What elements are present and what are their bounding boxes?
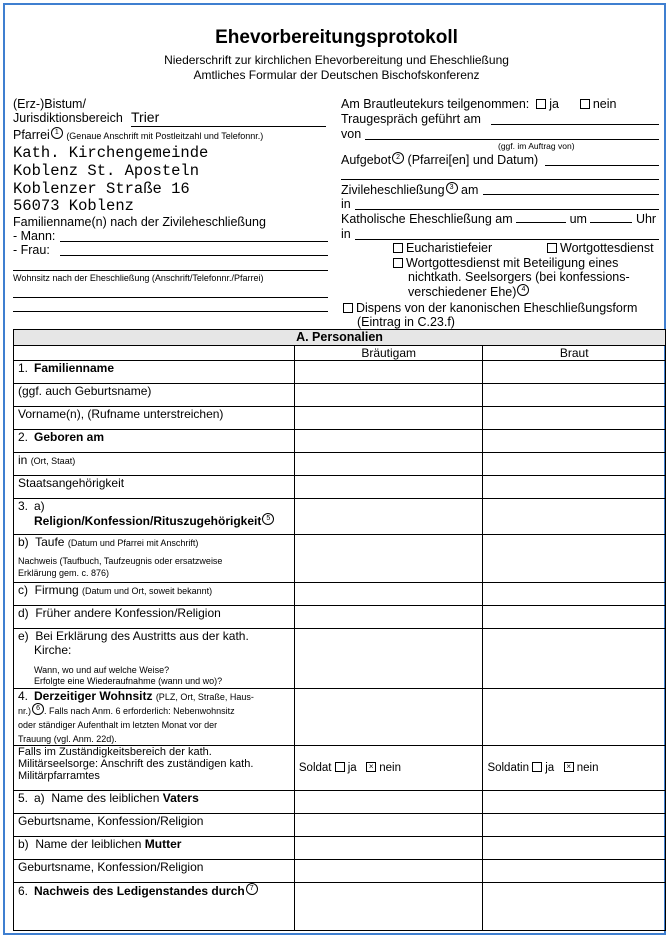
kath-in-field[interactable] [355, 239, 659, 240]
aufgebot-field-2[interactable] [341, 179, 659, 180]
soldatin-nein-checkbox[interactable]: × [564, 762, 574, 772]
cell-braeutigam[interactable] [294, 407, 483, 430]
cell-braut[interactable] [483, 883, 666, 931]
cell-soldat: Soldat ja × nein [294, 746, 483, 791]
form-title: Ehevorbereitungsprotokoll [215, 27, 458, 48]
wort-beteiligung-checkbox[interactable] [393, 258, 403, 268]
form-subtitle: Niederschrift zur kirchlichen Ehevorbereitung und Eheschließung [164, 53, 509, 67]
pfarrei-label: Pfarrei 1 (Genaue Anschrift mit Postleitzahl und Telefonnr.) [13, 128, 264, 143]
row-frueher: d) Früher andere Konfession/Religion [14, 606, 295, 629]
familienname-label: Familienname(n) nach der Zivileheschließung [13, 215, 266, 229]
row-mutter-geburtsname: Geburtsname, Konfession/Religion [14, 860, 295, 883]
soldatin-ja-checkbox[interactable] [532, 762, 542, 772]
cell-braut[interactable] [483, 453, 666, 476]
address-line-3[interactable]: Koblenzer Straße 16 [13, 180, 190, 198]
footnote-6-icon: 6 [32, 703, 44, 715]
von-note: (ggf. im Auftrag von) [498, 141, 575, 151]
row-geburtsname: (ggf. auch Geburtsname) [14, 384, 295, 407]
cell-braeutigam[interactable] [294, 361, 483, 384]
eucharistiefeier-option[interactable]: Eucharistiefeier [393, 241, 492, 255]
cell-braeutigam[interactable] [294, 860, 483, 883]
row-familienname: 1. Familienname [14, 361, 295, 384]
wortgottesdienst-option[interactable]: Wortgottesdienst [547, 241, 654, 255]
cell-braut[interactable] [483, 430, 666, 453]
form-subtitle-2: Amtliches Formular der Deutschen Bischofskonferenz [193, 68, 480, 82]
cell-braut[interactable] [483, 499, 666, 535]
column-braut: Braut [483, 346, 666, 361]
zivil-in-field[interactable] [355, 209, 659, 210]
row-wohnsitz: 4. Derzeitiger Wohnsitz (PLZ, Ort, Straße, Haus- nr.) 6 . Falls nach Anm. 6 erforderlich: Nebenwohnsitz oder ständiger Aufenthalt im letzten Monat vor der Trauung (vgl. Anm. 22d). [14, 689, 295, 746]
row-vater-geburtsname: Geburtsname, Konfession/Religion [14, 814, 295, 837]
kurs-nein-checkbox[interactable] [580, 99, 590, 109]
cell-braeutigam[interactable] [294, 535, 483, 583]
wohnsitz-field-2[interactable] [13, 311, 328, 312]
cell-braut[interactable] [483, 384, 666, 407]
row-taufe: b) Taufe (Datum und Pfarrei mit Anschrift) Nachweis (Taufbuch, Taufzeugnis oder ersatzweise Erklärung gem. c. 876) [14, 535, 295, 583]
cell-braut[interactable] [483, 837, 666, 860]
cell-braut[interactable] [483, 407, 666, 430]
von-field[interactable] [365, 139, 659, 140]
mann-field[interactable] [60, 241, 328, 242]
blank-line [13, 270, 328, 271]
footnote-3-icon: 3 [446, 182, 458, 194]
cell-braeutigam[interactable] [294, 476, 483, 499]
cell-braut[interactable] [483, 361, 666, 384]
cell-braeutigam[interactable] [294, 837, 483, 860]
kath-in-label: in [341, 227, 351, 241]
personalien-table [13, 329, 666, 931]
address-line-2[interactable]: Koblenz St. Aposteln [13, 162, 200, 180]
row-militaer: Falls im Zuständigkeitsbereich der kath. Militärseelsorge: Anschrift des zuständigen kath. Militärpfarramtes [14, 746, 295, 791]
cell-braut[interactable] [483, 689, 666, 746]
cell-braeutigam[interactable] [294, 629, 483, 689]
aufgebot-label: Aufgebot 2 (Pfarrei[en] und Datum) [341, 153, 539, 168]
kurs-ja-checkbox[interactable] [536, 99, 546, 109]
soldat-nein-checkbox[interactable]: × [366, 762, 376, 772]
zivil-am-field[interactable] [483, 194, 659, 195]
wortgottesdienst-beteiligung-option[interactable]: Wortgottesdienst mit Beteiligung eines [393, 256, 618, 270]
dispens-checkbox[interactable] [343, 303, 353, 313]
mann-label: - Mann: [13, 229, 56, 243]
form-frame [3, 3, 666, 935]
eucharistiefeier-checkbox[interactable] [393, 243, 403, 253]
footnote-2-icon: 2 [392, 152, 404, 164]
cell-braeutigam[interactable] [294, 689, 483, 746]
cell-braeutigam[interactable] [294, 814, 483, 837]
cell-braut[interactable] [483, 814, 666, 837]
aufgebot-field[interactable] [545, 165, 659, 166]
section-header: A. Personalien [14, 330, 666, 346]
row-religion: 3. a) Religion/Konfession/Rituszugehörigkeit 5 [14, 499, 295, 535]
row-staatsangehoerigkeit: Staatsangehörigkeit [14, 476, 295, 499]
cell-braeutigam[interactable] [294, 430, 483, 453]
footnote-4-icon: 4 [517, 284, 529, 296]
row-austritt: e) Bei Erklärung des Austritts aus der kath. Kirche: Wann, wo und auf welche Weise? Erfolgte eine Wiederaufnahme (wann und wo)? [14, 629, 295, 689]
soldat-ja-checkbox[interactable] [335, 762, 345, 772]
row-vorname: Vorname(n), (Rufname unterstreichen) [14, 407, 295, 430]
traugespraech-field[interactable] [491, 124, 659, 125]
wortgottesdienst-checkbox[interactable] [547, 243, 557, 253]
footnote-7-icon: 7 [246, 883, 258, 895]
wohnsitz-label: Wohnsitz nach der Eheschließung (Anschrift/Telefonnr./Pfarrei) [13, 273, 264, 283]
row-vater: 5. a) Name des leiblichen Vaters [14, 791, 295, 814]
cell-braeutigam[interactable] [294, 583, 483, 606]
jurisdiktion-value[interactable]: Trier [131, 109, 160, 125]
cell-braut[interactable] [483, 535, 666, 583]
zivileheschliessung-label: Zivileheschließung 3 am [341, 183, 479, 198]
cell-braeutigam[interactable] [294, 606, 483, 629]
row-mutter: b) Name der leiblichen Mutter [14, 837, 295, 860]
cell-soldatin: Soldatin ja × nein [483, 746, 666, 791]
kath-eheschliessung-label: Katholische Eheschließung am um Uhr [341, 212, 657, 226]
cell-braut[interactable] [483, 606, 666, 629]
wort-beteiligung-line-2: nichtkath. Seelsorgers (bei konfessions- [408, 270, 630, 284]
cell-braeutigam[interactable] [294, 384, 483, 407]
cell-braut[interactable] [483, 583, 666, 606]
wort-beteiligung-line-3: verschiedener Ehe) 4 [408, 284, 529, 299]
address-line-4[interactable]: 56073 Koblenz [13, 197, 134, 215]
column-braeutigam: Bräutigam [294, 346, 483, 361]
zivil-in-label: in [341, 197, 351, 211]
bistum-label: (Erz-)Bistum/ [13, 97, 86, 111]
cell-braut[interactable] [483, 629, 666, 689]
row-geboren: 2. Geboren am [14, 430, 295, 453]
wohnsitz-field-1[interactable] [13, 297, 328, 298]
cell-braut[interactable] [483, 791, 666, 814]
row-ledigenstand: 6. Nachweis des Ledigenstandes durch 7 [14, 883, 295, 931]
footnote-5-icon: 5 [262, 513, 274, 525]
row-geburtsort: in (Ort, Staat) [14, 453, 295, 476]
cell-braut[interactable] [483, 476, 666, 499]
traugespraech-label: Traugespräch geführt am [341, 112, 481, 126]
cell-braeutigam[interactable] [294, 453, 483, 476]
jurisdiktion-label: Jurisdiktionsbereich [13, 111, 123, 125]
frau-field[interactable] [60, 255, 328, 256]
dispens-option[interactable]: Dispens von der kanonischen Eheschließungsform [343, 301, 637, 315]
address-line-1[interactable]: Kath. Kirchengemeinde [13, 144, 209, 162]
brautleutekurs-label: Am Brautleutekurs teilgenommen: ja nein [341, 97, 617, 111]
row-firmung: c) Firmung (Datum und Ort, soweit bekannt) [14, 583, 295, 606]
footnote-1-icon: 1 [51, 127, 63, 139]
dispens-line-2: (Eintrag in C.23.f) [357, 315, 455, 329]
cell-braeutigam[interactable] [294, 791, 483, 814]
frau-label: - Frau: [13, 243, 50, 257]
cell-braeutigam[interactable] [294, 883, 483, 931]
cell-braeutigam[interactable] [294, 499, 483, 535]
von-label: von [341, 127, 362, 141]
cell-braut[interactable] [483, 860, 666, 883]
